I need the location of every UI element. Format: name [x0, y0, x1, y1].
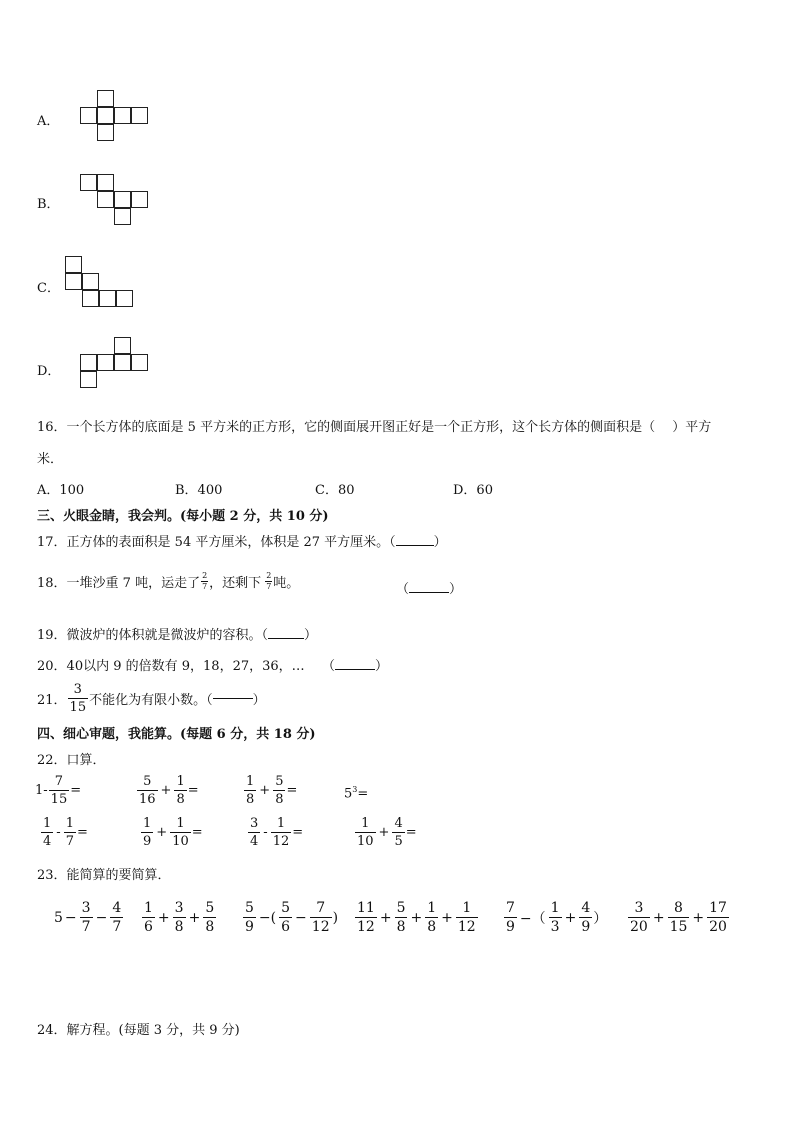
net-square	[114, 337, 131, 354]
denominator: 6	[281, 919, 291, 935]
numerator: 8	[674, 900, 683, 916]
numerator: 1	[65, 816, 74, 831]
q22-r1-b	[136, 775, 199, 806]
fraction	[549, 901, 562, 934]
net-square	[114, 354, 131, 371]
numerator: 7	[54, 774, 64, 789]
equals-sign: =	[286, 783, 298, 798]
net-square	[80, 107, 97, 124]
fraction	[243, 901, 256, 934]
q19	[37, 624, 317, 643]
operator: −（	[519, 910, 546, 927]
numerator: 1	[143, 816, 152, 831]
operator: +	[410, 909, 423, 926]
fraction	[456, 901, 478, 934]
close-paren: )	[332, 909, 339, 926]
q16-text-line2: 米．	[37, 452, 64, 467]
numerator: 1	[361, 816, 370, 831]
fraction	[395, 901, 408, 934]
fraction	[174, 775, 186, 806]
numerator: 3	[250, 816, 259, 831]
option-a-label[interactable]: A．	[37, 114, 60, 129]
net-square	[80, 174, 97, 191]
numerator: 1	[427, 900, 437, 916]
numerator: 2	[266, 571, 272, 580]
numerator: 1	[176, 774, 185, 789]
q23-title: 23．能简算的要简算．	[37, 868, 171, 883]
operator: -	[56, 825, 61, 840]
net-square	[97, 90, 114, 107]
operator: +	[160, 783, 172, 798]
denominator: 12	[272, 834, 290, 849]
option-b-label[interactable]: B．	[37, 197, 60, 212]
numerator: 5	[396, 900, 406, 916]
q18-mid: ，还剩下	[209, 576, 262, 591]
net-square	[80, 354, 97, 371]
fraction	[173, 901, 186, 934]
fraction	[244, 775, 256, 806]
denominator: 8	[246, 792, 255, 807]
numerator: 1	[462, 900, 472, 916]
q17-answer-blank[interactable]	[396, 545, 434, 546]
q24-title: 24．解方程。(每题 3 分，共 9 分)	[37, 1023, 240, 1038]
q19-text: 19．微波炉的体积就是微波炉的容积。（	[37, 628, 269, 643]
q20-open: （	[322, 659, 336, 674]
net-square	[97, 107, 114, 124]
fraction	[203, 901, 216, 934]
q20-close: ）	[375, 659, 389, 674]
fraction	[707, 901, 729, 934]
denominator: 12	[357, 919, 375, 935]
fraction	[504, 901, 517, 934]
q21-post: 不能化为有限小数。（	[89, 693, 213, 708]
numerator: 17	[709, 900, 727, 916]
net-square	[131, 354, 148, 371]
fraction	[392, 817, 404, 848]
net-square	[114, 107, 131, 124]
denominator: 12	[457, 919, 476, 935]
q16-choice-d[interactable]: D．60	[453, 483, 493, 498]
net-square	[99, 290, 116, 307]
fraction	[579, 901, 592, 934]
fraction	[355, 817, 376, 848]
operator: +	[378, 825, 390, 840]
power-base: 5	[344, 786, 353, 802]
q22-r2-d	[354, 817, 417, 848]
numerator: 3	[174, 900, 184, 916]
denominator: 15	[69, 700, 87, 715]
net-square	[97, 124, 114, 141]
fraction	[628, 901, 650, 934]
denominator: 7	[81, 919, 91, 935]
equals-sign: =	[357, 786, 369, 802]
operator: −	[95, 909, 108, 926]
equals-sign: =	[187, 783, 199, 798]
power-exponent: 3	[352, 785, 358, 794]
q21-pre: 21．	[37, 693, 67, 708]
q21-close: ）	[252, 693, 266, 708]
expr-lead: 5	[54, 909, 63, 926]
numerator: 4	[581, 900, 591, 916]
fraction	[137, 775, 158, 806]
fraction	[355, 901, 377, 934]
operator: −	[295, 909, 307, 926]
expr-lead: 1-	[35, 783, 48, 798]
denominator: 7	[65, 834, 74, 849]
q23-expr-4	[354, 901, 479, 934]
operator: +	[652, 909, 665, 926]
numerator: 1	[43, 816, 52, 831]
q20	[37, 655, 305, 674]
numerator: 1	[246, 774, 255, 789]
net-square	[65, 256, 82, 273]
net-square	[97, 174, 114, 191]
q22-r1-a	[35, 775, 81, 806]
q18-open: （	[396, 582, 410, 597]
operator: +	[157, 909, 170, 926]
equals-sign: =	[70, 783, 82, 798]
numerator: 1	[144, 900, 153, 916]
q18-answer	[396, 578, 462, 597]
denominator: 7	[266, 582, 272, 591]
equals-sign: =	[191, 825, 203, 840]
numerator: 7	[316, 900, 326, 916]
section-4-heading: 四、细心审题，我能算。(每题 6 分，共 18 分)	[37, 727, 316, 742]
q20-answer	[322, 655, 388, 674]
q22-title: 22．口算．	[37, 753, 106, 768]
option-c-label[interactable]: C．	[37, 281, 60, 296]
denominator: 20	[630, 919, 648, 935]
net-square	[114, 191, 131, 208]
numerator: 1	[176, 816, 185, 831]
q19-answer-blank[interactable]	[268, 638, 304, 639]
denominator: 9	[245, 919, 254, 935]
denominator: 20	[709, 919, 727, 935]
denominator: 3	[550, 919, 560, 935]
denominator: 6	[144, 919, 153, 935]
q18-pre: 18．一堆沙重 7 吨，运走了	[37, 576, 201, 591]
q16-text-line1: 16．一个长方体的底面是 5 平方米的正方形，它的侧面展开图正好是一个正方形，这个长方体的侧面积是（ ）平方	[37, 420, 712, 435]
fraction	[248, 817, 260, 848]
fraction	[49, 775, 70, 806]
q21-fraction	[68, 683, 89, 714]
fraction	[279, 901, 292, 934]
denominator: 4	[250, 834, 259, 849]
q16-choice-c[interactable]: C．80	[315, 483, 355, 498]
q18-answer-blank[interactable]	[409, 592, 449, 593]
net-square	[131, 191, 148, 208]
denominator: 8	[427, 919, 437, 935]
equals-sign: =	[76, 825, 88, 840]
net-square	[131, 107, 148, 124]
q16-choice-b[interactable]: B．400	[175, 483, 223, 498]
section-3-heading: 三、火眼金睛，我会判。(每小题 2 分，共 10 分)	[37, 509, 329, 524]
operator: +	[564, 909, 577, 926]
fraction	[170, 817, 191, 848]
fraction	[110, 901, 123, 934]
operator: +	[379, 909, 392, 926]
option-d-label[interactable]: D．	[37, 364, 61, 379]
denominator: 15	[669, 919, 688, 935]
denominator: 8	[275, 792, 284, 807]
net-square	[116, 290, 133, 307]
fraction	[141, 817, 153, 848]
numerator: 2	[202, 571, 208, 580]
q20-answer-blank[interactable]	[335, 669, 375, 670]
numerator: 1	[276, 816, 286, 831]
fraction	[271, 817, 292, 848]
q17-close: ）	[433, 535, 447, 550]
denominator: 8	[174, 919, 184, 935]
net-square	[80, 371, 97, 388]
operator: +	[188, 909, 201, 926]
operator: +	[692, 909, 705, 926]
fraction	[142, 901, 155, 934]
q22-r2-c	[247, 817, 303, 848]
denominator: 9	[506, 919, 515, 935]
operator: −(	[258, 909, 277, 926]
fraction	[41, 817, 53, 848]
denominator: 9	[143, 834, 152, 849]
denominator: 16	[139, 792, 156, 807]
q22-r2-b	[140, 817, 203, 848]
operator: +	[156, 825, 168, 840]
denominator: 15	[50, 792, 68, 807]
q22-r1-d	[344, 785, 368, 801]
q18-post: 吨。	[273, 576, 300, 591]
q22-r1-c	[243, 775, 297, 806]
q23-expr-2	[141, 901, 217, 934]
q18-fraction-2	[265, 572, 272, 591]
denominator: 8	[396, 919, 406, 935]
net-square	[114, 208, 131, 225]
numerator: 3	[634, 900, 644, 916]
q17	[37, 531, 447, 550]
net-square	[97, 191, 114, 208]
fraction	[64, 817, 76, 848]
close-paren: ）	[593, 910, 608, 927]
numerator: 4	[112, 900, 122, 916]
numerator: 3	[81, 900, 91, 916]
denominator: 10	[357, 834, 374, 849]
numerator: 5	[245, 900, 254, 916]
q18-fraction-1	[201, 572, 208, 591]
numerator: 3	[73, 682, 82, 697]
fraction	[273, 775, 285, 806]
net-square	[97, 354, 114, 371]
q23-expr-5	[503, 901, 607, 934]
numerator: 5	[275, 774, 284, 789]
q17-text: 17．正方体的表面积是 54 平方厘米，体积是 27 平方厘米。（	[37, 535, 396, 550]
operator: -	[263, 825, 268, 840]
numerator: 5	[281, 900, 291, 916]
numerator: 4	[394, 816, 403, 831]
equals-sign: =	[292, 825, 304, 840]
fraction	[425, 901, 438, 934]
denominator: 10	[172, 834, 189, 849]
q23-expr-3	[242, 901, 338, 934]
net-square	[82, 273, 99, 290]
fraction	[80, 901, 93, 934]
q23-expr-1	[54, 901, 124, 934]
q19-close: ）	[304, 628, 318, 643]
q22-r2-a	[40, 817, 88, 848]
numerator: 5	[143, 774, 152, 789]
equals-sign: =	[405, 825, 417, 840]
denominator: 12	[311, 919, 330, 935]
numerator: 7	[506, 900, 515, 916]
q18-close: ）	[449, 582, 463, 597]
numerator: 11	[357, 900, 375, 916]
q21	[37, 683, 266, 714]
denominator: 7	[202, 582, 208, 591]
numerator: 1	[550, 900, 560, 916]
denominator: 7	[112, 919, 122, 935]
denominator: 5	[394, 834, 403, 849]
q23-expr-6	[627, 901, 730, 934]
operator: +	[441, 909, 453, 926]
operator: −	[64, 909, 77, 926]
operator: +	[259, 783, 271, 798]
numerator: 5	[205, 900, 215, 916]
net-square	[65, 273, 82, 290]
q18	[37, 572, 299, 591]
denominator: 9	[581, 919, 591, 935]
denominator: 8	[205, 919, 215, 935]
q20-text: 20．40以内 9 的倍数有 9，18，27，36，…	[37, 659, 305, 674]
denominator: 8	[176, 792, 185, 807]
denominator: 4	[43, 834, 52, 849]
q16-choice-a[interactable]: A．100	[37, 483, 85, 498]
net-square	[82, 290, 99, 307]
fraction	[310, 901, 332, 934]
fraction	[668, 901, 690, 934]
q21-answer-blank[interactable]	[213, 698, 253, 699]
